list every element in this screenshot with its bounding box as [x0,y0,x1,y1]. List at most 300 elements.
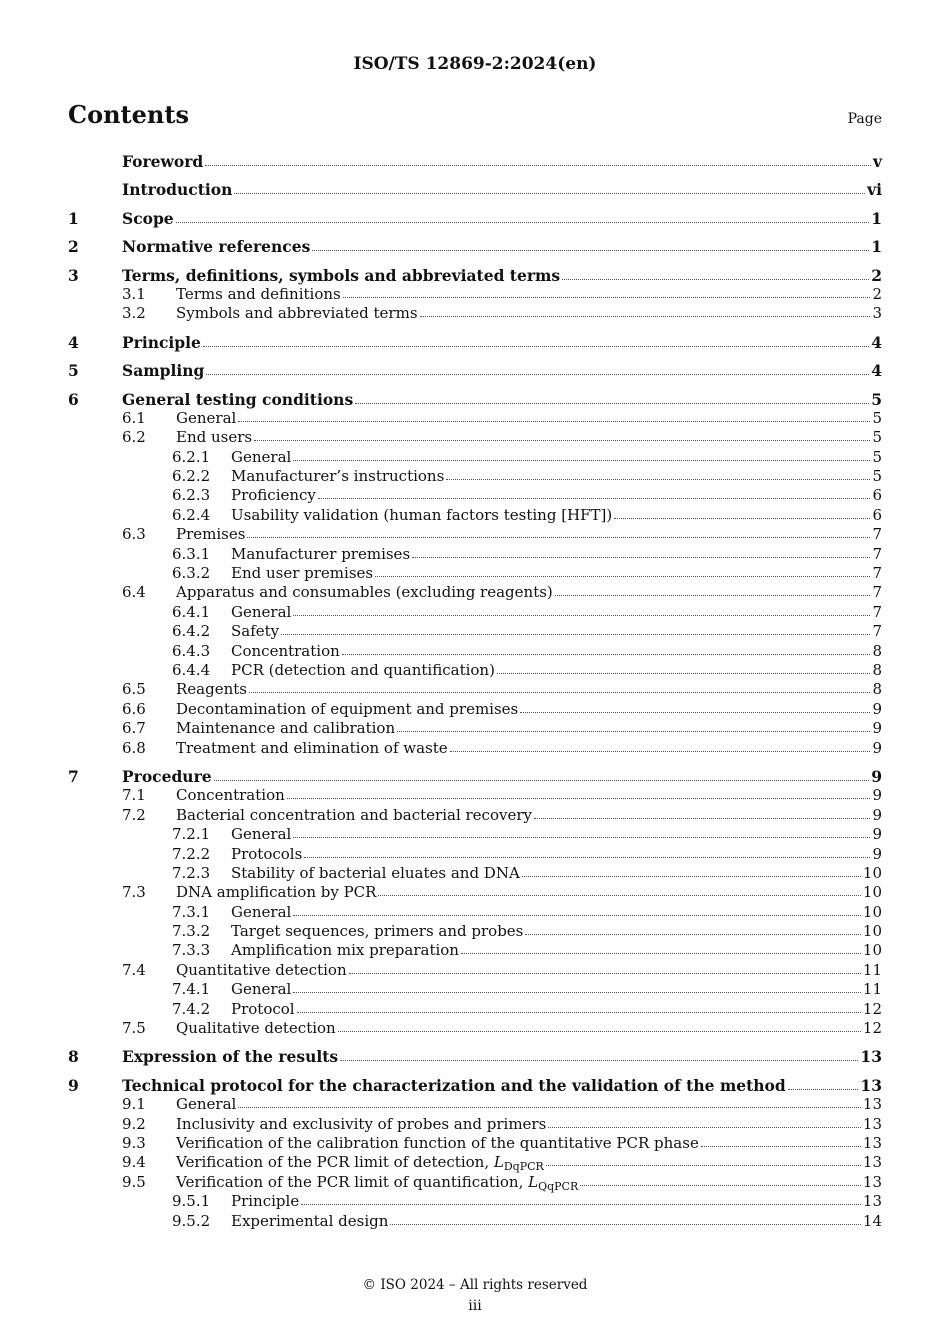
toc-entry[interactable] [68,304,882,323]
dot-leader [378,891,860,896]
dot-leader [548,1123,861,1128]
toc-entry-number: 6.4.4 [172,660,211,679]
toc-entry-label-text: End user premises [231,564,374,583]
toc-entry-page: 13 [860,1047,882,1067]
toc-entry-page: 2 [871,265,882,285]
toc-entry-label [176,1019,336,1038]
toc-entry-label-text: General [231,825,292,844]
toc-entry-label-text: PCR (detection and quantification) [231,660,495,679]
toc-entry-label [231,661,495,680]
toc-entry[interactable] [68,180,882,199]
toc-entry-label-text: Terms, definitions, symbols and abbreviated terms [122,265,561,285]
toc-entry[interactable] [68,883,882,902]
dot-leader [238,1103,861,1108]
toc-entry-page: 9 [872,805,882,824]
toc-entry-page: 7 [872,583,882,602]
toc-entry-number: 3.1 [122,284,146,303]
toc-entry[interactable] [68,506,882,525]
dot-leader [293,611,870,616]
toc-entry-page: 2 [872,284,882,303]
toc-entry[interactable] [68,486,882,505]
toc-entry-label-text: Protocol [231,999,295,1018]
toc-entry-label [176,739,448,758]
toc-entry-number: 6.3.1 [172,544,211,563]
toc-entry[interactable] [68,1000,882,1019]
dot-leader [214,776,870,781]
toc-entry-label [231,980,291,999]
dot-leader [342,650,871,655]
toc-entry[interactable] [68,1019,882,1038]
toc-entry-page: 5 [872,428,882,447]
toc-entry-label [231,825,291,844]
toc-entry-page: 12 [862,999,882,1018]
toc-entry-page: 10 [862,922,882,941]
toc-entry[interactable] [68,767,882,786]
dot-leader [318,494,871,499]
toc-entry[interactable] [68,1047,882,1066]
toc-entry[interactable] [68,864,882,883]
toc-entry-page: 3 [872,304,882,323]
toc-entry[interactable] [68,1173,882,1192]
dot-leader [390,1220,861,1225]
toc-entry-label [176,1134,699,1153]
toc-entry-label [231,467,444,486]
dot-leader [580,1181,861,1186]
toc-entry-label [176,1095,236,1114]
toc-entry-number: 1 [68,208,79,228]
toc-entry-number: 7.3 [122,883,146,902]
toc-entry-page: 11 [862,960,882,979]
toc-entry-page: 5 [871,389,882,409]
toc-entry-page: 10 [862,941,882,960]
toc-entry-label [122,152,203,171]
toc-entry[interactable] [68,1095,882,1114]
toc-entry-number: 6.3.2 [172,564,211,583]
toc-entry-page: 7 [872,602,882,621]
dot-leader [355,399,869,404]
toc-entry-page: 5 [872,467,882,486]
dot-leader [338,1027,861,1032]
page-column-label: Page [847,111,882,127]
toc-entry[interactable] [68,825,882,844]
document-header: ISO/TS 12869-2:2024(en) [353,54,597,74]
toc-entry-label [122,237,310,256]
toc-entry-label [231,486,316,505]
toc-entry[interactable] [68,719,882,738]
toc-entry-number: 7.3.2 [172,922,211,941]
toc-entry[interactable] [68,1153,882,1172]
toc-entry-page: 7 [872,544,882,563]
toc-entry[interactable] [68,333,882,352]
dot-leader [293,456,870,461]
toc-entry-number: 6.6 [122,699,146,718]
toc-entry-label [122,767,212,786]
dot-leader [206,370,869,375]
toc-entry-label [231,903,291,922]
dot-leader [397,727,870,732]
toc-entry-number: 7.2.1 [172,825,211,844]
toc-entry-page: 9 [872,825,882,844]
table-of-contents [68,152,882,1231]
toc-entry-label-text: General [176,1095,237,1114]
toc-entry[interactable] [68,448,882,467]
toc-entry-number: 6.4.3 [172,641,211,660]
toc-entry-label-text: Quantitative detection [176,960,347,979]
dot-leader [525,930,861,935]
dot-leader [176,218,870,223]
dot-leader [304,853,870,858]
dot-leader [555,591,871,596]
dot-leader [614,514,870,519]
toc-entry-subscript: DqPCR [503,1160,544,1174]
toc-entry-number: 6.3 [122,525,146,544]
toc-entry-label [176,1115,546,1134]
toc-entry-number: 6.4.2 [172,622,211,641]
toc-entry[interactable] [68,361,882,380]
toc-entry-label-text: Reagents [176,680,247,699]
toc-entry[interactable] [68,903,882,922]
toc-entry-number: 6.7 [122,719,146,738]
toc-entry-number: 7.4.2 [172,999,211,1018]
toc-entry-number: 9.5.2 [172,1211,211,1230]
page-title: Contents [68,100,189,129]
toc-entry[interactable] [68,700,882,719]
toc-entry-label [176,304,418,323]
toc-entry-number: 7.4.1 [172,980,211,999]
toc-entry-page: 8 [872,680,882,699]
toc-entry-number: 6.2.2 [172,467,211,486]
toc-entry-label [231,845,302,864]
toc-entry-label-text: Manufacturer’s instructions [231,467,445,486]
toc-entry-page: 13 [860,1075,882,1095]
copyright-footer: © ISO 2024 – All rights reserved [362,1277,588,1293]
toc-entry-page: 4 [871,361,882,381]
toc-entry-label [231,622,279,641]
toc-entry-label [231,545,410,564]
toc-entry-label-text: Concentration [176,786,285,805]
dot-leader [340,1056,858,1061]
dot-leader [238,417,870,422]
toc-entry-label [122,390,353,409]
toc-entry-page: 4 [871,332,882,352]
toc-entry-number: 6.2.4 [172,505,211,524]
dot-leader [249,688,870,693]
toc-entry-page: 7 [872,564,882,583]
toc-entry-number: 7.1 [122,786,146,805]
dot-leader [375,572,870,577]
toc-entry[interactable] [68,922,882,941]
toc-entry-page: 8 [872,660,882,679]
toc-entry-page: 12 [862,1019,882,1038]
toc-entry-page: 10 [862,883,882,902]
toc-entry-page: 6 [872,505,882,524]
dot-leader [293,911,861,916]
toc-entry-number: 3.2 [122,304,146,323]
toc-entry-label-text: Terms and definitions [176,284,341,303]
toc-entry-page: 14 [862,1211,882,1230]
toc-entry-label-text: Apparatus and consumables (excluding reagents) [176,583,553,602]
toc-entry[interactable] [68,1076,882,1095]
toc-entry-label [176,285,341,304]
toc-entry-label [122,266,560,285]
dot-leader [788,1085,859,1090]
toc-entry-label-text: Normative references [122,237,311,257]
toc-entry-label-text: Verification of the calibration function of the quantitative PCR phase [176,1133,699,1152]
toc-entry-label [231,1192,299,1211]
toc-entry[interactable] [68,1115,882,1134]
toc-entry[interactable] [68,622,882,641]
dot-leader [301,1200,861,1205]
toc-entry-page: vi [867,180,882,200]
toc-entry-label [231,506,612,525]
toc-entry-label-text: Premises [176,525,246,544]
toc-entry-label-text: Introduction [122,180,233,200]
dot-leader [461,949,861,954]
toc-entry-number: 7.2 [122,805,146,824]
toc-entry-label [122,180,232,199]
toc-entry-page: 7 [872,622,882,641]
toc-entry-page: 9 [871,766,882,786]
toc-entry-label-text: Foreword [122,152,204,171]
toc-entry[interactable] [68,266,882,285]
toc-entry-label-text: DNA amplification by PCR [176,883,377,902]
toc-entry-label [122,333,201,352]
dot-leader [293,988,861,993]
toc-entry-number: 3 [68,265,79,285]
toc-entry-number: 6.4.1 [172,602,211,621]
dot-leader [297,1008,861,1013]
toc-entry-label-text: Decontamination of equipment and premises [176,699,519,718]
toc-entry-page: v [872,152,882,171]
dot-leader [522,872,861,877]
toc-entry-label-text: Experimental design [231,1211,389,1230]
toc-entry-symbol: L [528,1172,539,1191]
dot-leader [546,1161,861,1166]
toc-entry-label [176,525,245,544]
toc-entry-label-text: Inclusivity and exclusivity of probes and primers [176,1114,547,1133]
toc-entry-label-text: Principle [122,332,201,352]
toc-entry-number: 6.5 [122,680,146,699]
toc-entry-label-text: General [231,980,292,999]
toc-entry-label [231,603,291,622]
toc-entry-page: 9 [872,844,882,863]
toc-entry-number: 6.8 [122,738,146,757]
toc-entry[interactable] [68,603,882,622]
toc-entry[interactable] [68,739,882,758]
toc-entry-label [231,922,523,941]
toc-entry-label-text: Amplification mix preparation [231,941,459,960]
toc-entry-page: 1 [871,237,882,257]
toc-entry-label [122,361,204,380]
toc-entry-number: 4 [68,332,79,352]
toc-entry[interactable] [68,428,882,447]
toc-entry[interactable] [68,525,882,544]
dot-leader [203,342,869,347]
toc-entry[interactable] [68,642,882,661]
toc-entry-number: 7 [68,766,79,786]
dot-leader [254,436,870,441]
dot-leader [701,1142,861,1147]
toc-entry-label-text: Qualitative detection [176,1019,336,1038]
toc-entry[interactable] [68,941,882,960]
dot-leader [497,669,871,674]
toc-entry-page: 10 [862,863,882,882]
toc-entry-label-text: Safety [231,622,280,641]
toc-entry[interactable] [68,661,882,680]
toc-entry[interactable] [68,845,882,864]
toc-entry-number: 6.4 [122,583,146,602]
toc-entry-label [231,564,373,583]
dot-leader [247,533,870,538]
toc-entry-label-text: Protocols [231,844,303,863]
toc-entry-number: 5 [68,361,79,381]
toc-entry-number: 9.3 [122,1133,146,1152]
toc-entry-subscript: QqPCR [538,1179,579,1193]
toc-entry-number: 9.1 [122,1095,146,1114]
toc-entry-label-text: General [231,602,292,621]
toc-entry-number: 6.2 [122,428,146,447]
toc-entry-number: 7.3.1 [172,902,211,921]
dot-leader [287,794,871,799]
toc-entry-page: 9 [872,719,882,738]
toc-entry[interactable] [68,409,882,428]
toc-entry-label-text: Bacterial concentration and bacterial recovery [176,805,532,824]
dot-leader [450,747,871,752]
dot-leader [343,293,871,298]
toc-entry-label [176,583,553,602]
toc-entry-label [122,1047,338,1066]
dot-leader [234,189,865,194]
toc-entry-page: 9 [872,786,882,805]
toc-entry[interactable] [68,545,882,564]
toc-entry[interactable] [68,961,882,980]
toc-entry-label-text: Verification of the PCR limit of quantification, [176,1172,529,1191]
toc-entry-page: 13 [862,1192,882,1211]
toc-entry-number: 6.2.3 [172,486,211,505]
toc-entry[interactable] [68,980,882,999]
toc-entry-number: 9.2 [122,1114,146,1133]
toc-entry-label [231,642,340,661]
toc-entry-symbol: L [493,1153,504,1172]
toc-entry-page: 10 [862,902,882,921]
toc-entry-number: 9.4 [122,1153,146,1172]
dot-leader [534,814,870,819]
toc-entry-label-text: Expression of the results [122,1047,339,1067]
toc-entry-label-text: Stability of bacterial eluates and DNA [231,863,520,882]
dot-leader [281,630,870,635]
toc-entry-label [231,1000,295,1019]
toc-entry-label [122,209,174,228]
toc-entry[interactable] [68,390,882,409]
dot-leader [312,246,869,251]
toc-entry-label-text: Principle [231,1192,300,1211]
toc-entry-page: 11 [862,980,882,999]
toc-entry-number: 9.5 [122,1172,146,1191]
toc-entry-number: 8 [68,1047,79,1067]
toc-entry[interactable] [68,806,882,825]
toc-entry-label-text: General testing conditions [122,389,354,409]
toc-entry-label-text: Concentration [231,641,340,660]
toc-entry[interactable] [68,285,882,304]
toc-entry-page: 5 [872,408,882,427]
toc-entry-label-text: Treatment and elimination of waste [176,738,448,757]
toc-entry[interactable] [68,583,882,602]
toc-entry[interactable] [68,680,882,699]
dot-leader [349,969,861,974]
toc-entry-label-text: Usability validation (human factors testing [HFT]) [231,505,613,524]
toc-entry-label-text: Scope [122,208,174,228]
toc-entry-label [176,961,347,980]
toc-entry-number: 6.1 [122,408,146,427]
toc-entry-label [231,941,459,960]
toc-entry-label-text: Technical protocol for the characterization and the validation of the method [122,1075,786,1095]
toc-entry-label [231,448,291,467]
toc-entry[interactable] [68,152,882,171]
toc-entry-label [176,680,247,699]
toc-entry-page: 9 [872,738,882,757]
toc-entry[interactable] [68,1134,882,1153]
toc-entry-page: 6 [872,486,882,505]
toc-entry-label-text: General [231,447,292,466]
toc-entry-label [176,806,532,825]
toc-entry-number: 7.4 [122,960,146,979]
toc-entry-page: 7 [872,525,882,544]
toc-entry-page: 8 [872,641,882,660]
dot-leader [420,312,871,317]
toc-entry-label-text: End users [176,428,253,447]
toc-entry-number: 6 [68,389,79,409]
toc-entry-number: 7.3.3 [172,941,211,960]
toc-entry-number: 6.2.1 [172,447,211,466]
toc-entry-page: 13 [862,1114,882,1133]
dot-leader [293,833,870,838]
toc-entry-number: 7.2.2 [172,844,211,863]
toc-entry-label [231,864,520,883]
page-number: iii [468,1298,482,1314]
dot-leader [446,475,870,480]
toc-entry[interactable] [68,1212,882,1231]
toc-entry[interactable] [68,209,882,228]
toc-entry-label [176,883,376,902]
toc-entry-page: 1 [871,208,882,228]
toc-entry-page: 9 [872,699,882,718]
toc-entry-label-text: Symbols and abbreviated terms [176,304,418,323]
toc-entry-page: 13 [862,1153,882,1172]
toc-entry-label [176,409,236,428]
toc-entry-label-text: General [176,408,237,427]
toc-entry[interactable] [68,467,882,486]
toc-entry-page: 13 [862,1095,882,1114]
toc-entry[interactable] [68,237,882,256]
toc-entry-label-text: Maintenance and calibration [176,719,396,738]
toc-entry-label-text: Target sequences, primers and probes [231,922,524,941]
toc-entry-label [176,700,518,719]
toc-entry-label-text: Verification of the PCR limit of detection, [176,1153,494,1172]
toc-entry-page: 13 [862,1172,882,1191]
toc-entry-number: 9 [68,1075,79,1095]
toc-entry-number: 7.5 [122,1019,146,1038]
toc-entry[interactable] [68,786,882,805]
toc-entry[interactable] [68,564,882,583]
toc-entry-label-text: Sampling [122,361,205,381]
toc-entry-label-text: Proficiency [231,486,316,505]
toc-entry-page: 13 [862,1133,882,1152]
toc-entry-label [231,1212,388,1231]
dot-leader [520,708,870,713]
dot-leader [205,161,871,166]
toc-entry-label-text: Manufacturer premises [231,544,411,563]
contents-title-row [68,100,882,129]
